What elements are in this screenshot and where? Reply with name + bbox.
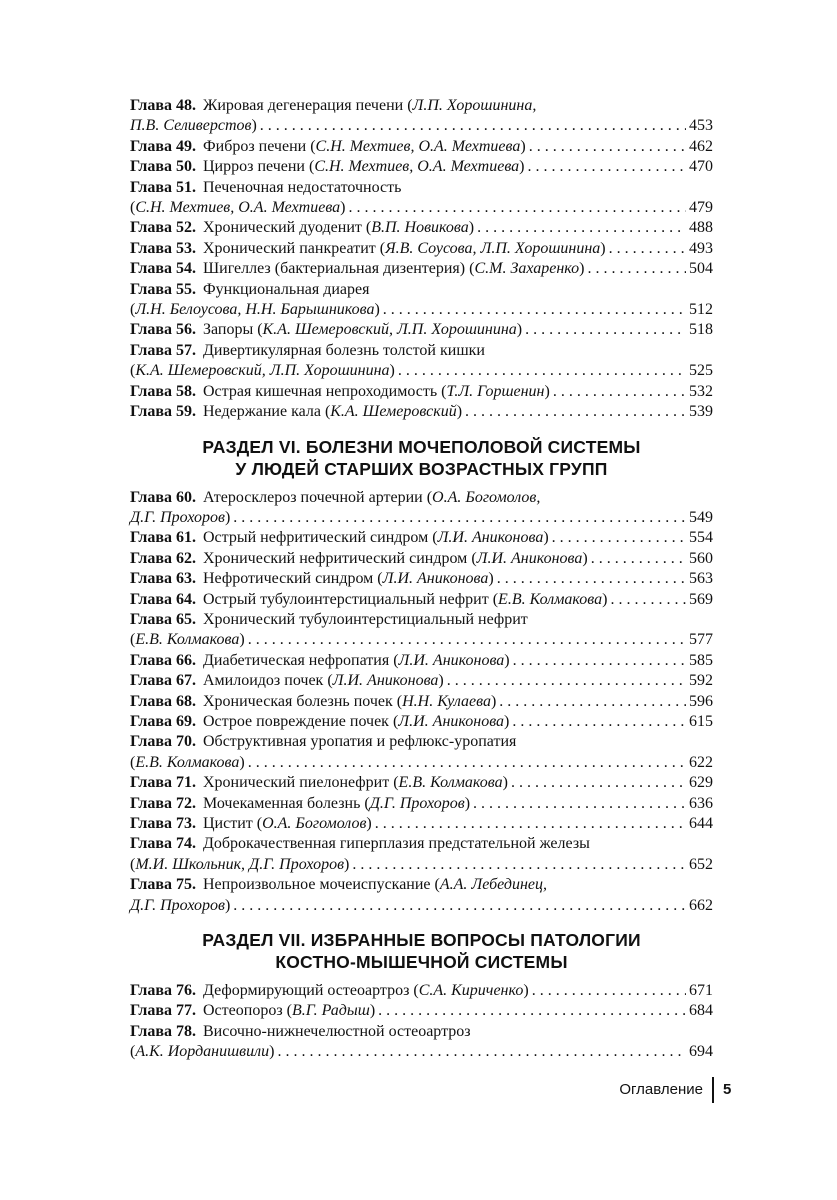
section-heading — [130, 436, 713, 480]
chapter-authors-text: С.Н. Мехтиев, О.А. Мехтиева — [315, 137, 521, 155]
chapter-title: Непроизвольное мочеиспускание — [203, 876, 431, 894]
toc-entry — [130, 157, 713, 177]
section-heading-line: РАЗДЕЛ VI. БОЛЕЗНИ МОЧЕПОЛОВОЙ СИСТЕМЫ — [202, 436, 641, 457]
dot-leader — [512, 712, 686, 732]
toc-entry-line — [130, 361, 713, 381]
toc-entry — [130, 259, 713, 279]
section-heading-line: КОСТНО-МЫШЕЧНОЙ СИСТЕМЫ — [275, 952, 568, 973]
toc-entry-line — [130, 137, 713, 157]
toc-entry-line — [130, 590, 713, 610]
chapter-title: Функциональная диарея — [203, 280, 370, 298]
chapter-page: 592 — [689, 672, 713, 690]
chapter-number: Глава 53. — [130, 239, 196, 257]
chapter-authors: (С.Н. Мехтиев, О.А. Мехтиева) — [310, 137, 526, 155]
chapter-authors-text: С.А. Кириченко — [418, 982, 524, 1000]
chapter-authors: (В.П. Новикова) — [365, 219, 475, 237]
toc-entry — [130, 732, 713, 773]
toc-entry-line — [130, 259, 713, 279]
table-of-contents — [130, 96, 713, 1063]
chapter-title: Острое повреждение почек — [203, 712, 389, 730]
toc-entry — [130, 96, 713, 137]
chapter-authors-text: М.И. Школьник, Д.Г. Прохоров — [135, 855, 345, 873]
toc-entry-line — [130, 834, 713, 854]
chapter-authors: (К.А. Шемеровский, Л.П. Хорошинина) — [257, 321, 523, 339]
dot-leader — [447, 671, 686, 691]
toc-entry-line — [130, 712, 713, 732]
chapter-page: 525 — [689, 362, 713, 380]
chapter-title: Остеопороз — [203, 1002, 283, 1020]
chapter-number: Глава 71. — [130, 774, 196, 792]
chapter-title: Мочекаменная болезнь — [203, 794, 361, 812]
chapter-number: Глава 69. — [130, 712, 196, 730]
dot-leader — [349, 198, 687, 218]
chapter-number: Глава 78. — [130, 1022, 196, 1040]
chapter-authors: (Я.В. Соусова, Л.П. Хорошинина) — [379, 239, 606, 257]
chapter-authors-text: Л.И. Аниконова — [398, 712, 505, 730]
chapter-page: 488 — [689, 219, 713, 237]
chapter-page: 577 — [689, 631, 713, 649]
chapter-number: Глава 50. — [130, 158, 196, 176]
dot-leader — [497, 569, 686, 589]
chapter-authors: (Е.В. Колмакова) — [393, 774, 508, 792]
chapter-authors: (Л.И. Аниконова) — [327, 672, 444, 690]
toc-entry-line — [130, 320, 713, 340]
toc-entry-line — [130, 280, 713, 300]
chapter-authors: (Л.Н. Белоусова, Н.Н. Барышникова) — [130, 301, 380, 319]
toc-entry-line — [130, 528, 713, 548]
chapter-authors-text: В.Г. Радыш — [291, 1002, 370, 1020]
chapter-title: Острый тубулоинтерстициальный нефрит — [203, 590, 489, 608]
chapter-number: Глава 72. — [130, 794, 196, 812]
chapter-number: Глава 76. — [130, 982, 196, 1000]
toc-entry-line — [130, 341, 713, 361]
toc-entry-line — [130, 382, 713, 402]
toc-entry-line — [130, 981, 713, 1001]
dot-leader — [398, 361, 686, 381]
toc-entry-line: Глава 75. Непроизвольное мочеиспускание ( А.А. Лебединец, — [130, 875, 713, 895]
dot-leader — [473, 794, 686, 814]
chapter-title: Хронический панкреатит — [203, 239, 376, 257]
dot-leader — [511, 773, 686, 793]
toc-entry — [130, 137, 713, 157]
chapter-authors: (С.А. Кириченко) — [413, 982, 529, 1000]
chapter-page: 615 — [689, 712, 713, 730]
toc-entry-line — [130, 692, 713, 712]
chapter-number: Глава 77. — [130, 1002, 196, 1020]
chapter-number: Глава 54. — [130, 260, 196, 278]
chapter-title: Жировая дегенерация печени — [203, 97, 404, 114]
chapter-page: 644 — [689, 815, 713, 832]
toc-entry — [130, 1022, 713, 1063]
chapter-number: Глава 64. — [130, 590, 196, 608]
chapter-page: 636 — [689, 794, 713, 812]
toc-entry-line — [130, 1001, 713, 1021]
chapter-authors-text: Л.И. Аниконова — [398, 651, 505, 669]
dot-leader — [552, 528, 686, 548]
chapter-authors-text: К.А. Шемеровский, Л.П. Хорошинина — [262, 321, 517, 339]
chapter-authors: (С.М. Захаренко) — [469, 260, 585, 278]
toc-entry-line: П.В. Селиверстов ) . . . 453 — [130, 116, 713, 136]
dot-leader — [352, 855, 686, 875]
toc-entry — [130, 239, 713, 259]
chapter-title: Хронический нефритический синдром — [203, 549, 468, 567]
footer-label: Оглавление — [619, 1081, 703, 1098]
dot-leader — [610, 590, 686, 610]
chapter-title: Шигеллез (бактериальная дизентерия) — [203, 260, 466, 278]
chapter-number: Глава 74. — [130, 835, 196, 853]
chapter-authors-text: К.А. Шемеровский — [330, 403, 457, 421]
toc-entry-line — [130, 753, 713, 773]
chapter-authors-text: Е.В. Колмакова — [135, 753, 240, 771]
chapter-title: Деформирующий остеоартроз — [203, 982, 410, 1000]
dot-leader — [260, 116, 686, 136]
toc-entry-line — [130, 198, 713, 218]
footer-divider — [712, 1077, 714, 1103]
chapter-page: 554 — [689, 529, 713, 547]
chapter-number: Глава 68. — [130, 692, 196, 710]
chapter-title: Обструктивная уропатия и рефлюкс-уропатия — [203, 733, 517, 751]
toc-entry — [130, 814, 713, 834]
chapter-authors-text: Е.В. Колмакова — [498, 590, 603, 608]
toc-entry — [130, 528, 713, 548]
toc-entry — [130, 178, 713, 219]
section-heading — [130, 929, 713, 973]
chapter-authors-text: Л.И. Аниконова — [332, 672, 439, 690]
toc-entry-line: Д.Г. Прохоров ) . . . 549 — [130, 508, 713, 528]
toc-entry-line — [130, 178, 713, 198]
dot-leader — [383, 300, 686, 320]
chapter-title: Амилоидоз почек — [203, 672, 324, 690]
chapter-number: Глава 62. — [130, 549, 196, 567]
chapter-authors: (К.А. Шемеровский) — [324, 403, 463, 421]
toc-entry — [130, 590, 713, 610]
chapter-page: 652 — [689, 855, 713, 873]
toc-entry — [130, 402, 713, 422]
chapter-title: Хронический тубулоинтерстициальный нефрит — [203, 610, 528, 628]
dot-leader — [233, 508, 686, 528]
chapter-page: 629 — [689, 774, 713, 792]
dot-leader — [513, 651, 686, 671]
chapter-authors-text: Е.В. Колмакова — [135, 631, 240, 649]
chapter-authors-text: Н.Н. Кулаева — [402, 692, 491, 710]
toc-entry-line: Глава 60. Атеросклероз почечной артерии ( О.А. Богомолов, — [130, 488, 713, 508]
toc-entry — [130, 712, 713, 732]
dot-leader — [477, 218, 686, 238]
chapter-page: 662 — [689, 896, 713, 914]
toc-entry — [130, 218, 713, 238]
dot-leader — [375, 814, 686, 834]
chapter-title: Недержание кала — [203, 403, 321, 421]
chapter-authors-text: Я.В. Соусова, Л.П. Хорошинина — [385, 239, 601, 257]
chapter-authors-text: О.А. Богомолов, — [432, 488, 541, 506]
chapter-number: Глава 52. — [130, 219, 196, 237]
dot-leader — [529, 137, 686, 157]
chapter-title: Диабетическая нефропатия — [203, 651, 390, 669]
chapter-page: 532 — [689, 382, 713, 400]
toc-entry-line — [130, 610, 713, 630]
toc-entry-line — [130, 218, 713, 238]
chapter-page: 563 — [689, 570, 713, 588]
toc-entry — [130, 834, 713, 875]
chapter-page: 462 — [689, 137, 713, 155]
chapter-authors-text: С.М. Захаренко — [474, 260, 580, 278]
toc-entry-line — [130, 239, 713, 259]
toc-entry — [130, 692, 713, 712]
chapter-page: 549 — [689, 508, 713, 526]
chapter-authors-text: А.А. Лебединец, — [439, 876, 548, 894]
chapter-number: Глава 60. — [130, 488, 196, 506]
chapter-authors: (Л.И. Аниконова) — [392, 712, 510, 730]
toc-entry-line — [130, 1022, 713, 1042]
toc-entry-line — [130, 630, 713, 650]
dot-leader — [591, 549, 686, 569]
chapter-title: Запоры — [203, 321, 254, 339]
chapter-number: Глава 55. — [130, 280, 196, 298]
chapter-authors: (Л.И. Аниконова) — [393, 651, 510, 669]
chapter-number: Глава 65. — [130, 610, 196, 628]
chapter-title: Острая кишечная непроходимость — [203, 382, 438, 400]
chapter-authors: (Д.Г. Прохоров) — [364, 794, 471, 812]
chapter-title: Острый нефритический синдром — [203, 529, 429, 547]
dot-leader — [553, 382, 686, 402]
toc-entry-line — [130, 814, 713, 834]
toc-entry-line — [130, 651, 713, 671]
chapter-number: Глава 49. — [130, 137, 196, 155]
chapter-number: Глава 63. — [130, 570, 196, 588]
chapter-authors-text: А.К. Иорданишвили — [135, 1043, 270, 1061]
chapter-number: Глава 57. — [130, 341, 196, 359]
toc-entry-line — [130, 732, 713, 752]
toc-entry-line — [130, 300, 713, 320]
chapter-authors: (Л.И. Аниконова) — [432, 529, 549, 547]
chapter-page: 622 — [689, 753, 713, 771]
chapter-title: Нефротический синдром — [203, 570, 374, 588]
chapter-authors: (Е.В. Колмакова) — [130, 631, 245, 649]
chapter-authors-text: Л.И. Аниконова — [382, 570, 489, 588]
chapter-authors: (К.А. Шемеровский, Л.П. Хорошинина) — [130, 362, 395, 380]
toc-entry — [130, 1001, 713, 1021]
chapter-title: Хронический дуоденит — [203, 219, 362, 237]
chapter-authors-text: С.Н. Мехтиев, О.А. Мехтиева — [135, 199, 341, 217]
toc-entry-line — [130, 549, 713, 569]
dot-leader — [378, 1001, 686, 1021]
chapter-number: Глава 70. — [130, 733, 196, 751]
toc-entry — [130, 773, 713, 793]
chapter-number: Глава 56. — [130, 321, 196, 339]
toc-entry-line — [130, 402, 713, 422]
chapter-number: Глава 51. — [130, 178, 196, 196]
toc-entry-line — [130, 773, 713, 793]
chapter-page: 493 — [689, 239, 713, 257]
chapter-authors-text: С.Н. Мехтиев, О.А. Мехтиева — [314, 158, 520, 176]
chapter-title: Печеночная недостаточность — [203, 178, 402, 196]
chapter-number: Глава 48. — [130, 97, 196, 114]
toc-entry-line — [130, 671, 713, 691]
chapter-authors-text: П.В. Селиверстов — [130, 117, 252, 135]
toc-entry-line — [130, 157, 713, 177]
page-footer — [0, 1077, 837, 1103]
toc-entry — [130, 651, 713, 671]
dot-leader — [277, 1042, 686, 1062]
chapter-authors: (В.Г. Радыш) — [286, 1002, 376, 1020]
chapter-title: Фиброз печени — [203, 137, 307, 155]
toc-entry-line — [130, 569, 713, 589]
chapter-page: 585 — [689, 651, 713, 669]
chapter-page: 470 — [689, 158, 713, 176]
chapter-authors-text: Д.Г. Прохоров — [369, 794, 465, 812]
toc-entry — [130, 320, 713, 340]
toc-entry-line — [130, 794, 713, 814]
chapter-authors-text: Л.И. Аниконова — [476, 549, 583, 567]
dot-leader — [527, 157, 686, 177]
chapter-page: 560 — [689, 549, 713, 567]
chapter-authors-text: Е.В. Колмакова — [398, 774, 503, 792]
toc-entry — [130, 875, 713, 916]
chapter-title: Атеросклероз почечной артерии — [203, 488, 423, 506]
dot-leader — [609, 239, 686, 259]
toc-entry-line — [130, 855, 713, 875]
dot-leader — [588, 259, 687, 279]
toc-entry — [130, 981, 713, 1001]
chapter-number: Глава 75. — [130, 876, 196, 894]
page-number: 5 — [723, 1081, 732, 1098]
chapter-page: 684 — [689, 1002, 713, 1020]
chapter-title: Цирроз печени — [203, 158, 305, 176]
chapter-page: 479 — [689, 199, 713, 217]
chapter-number: Глава 67. — [130, 672, 196, 690]
chapter-title: Височно-нижнечелюстной остеоартроз — [203, 1022, 471, 1040]
chapter-authors: (О.А. Богомолов) — [256, 815, 372, 832]
chapter-authors-text: Л.Н. Белоусова, Н.Н. Барышникова — [135, 301, 375, 319]
chapter-title: Дивертикулярная болезнь толстой кишки — [203, 341, 485, 359]
chapter-page: 694 — [689, 1043, 713, 1061]
dot-leader — [499, 692, 686, 712]
chapter-page: 596 — [689, 692, 713, 710]
chapter-authors: (С.Н. Мехтиев, О.А. Мехтиева) — [308, 158, 525, 176]
chapter-authors: (Т.Л. Горшенин) — [441, 382, 550, 400]
chapter-authors: (Е.В. Колмакова) — [130, 753, 245, 771]
toc-entry — [130, 794, 713, 814]
toc-entry — [130, 382, 713, 402]
chapter-authors-text: Л.П. Хорошинина, — [412, 97, 537, 114]
chapter-title: Доброкачественная гиперплазия предстательной железы — [203, 835, 590, 853]
chapter-number: Глава 61. — [130, 529, 196, 547]
chapter-authors: (Е.В. Колмакова) — [492, 590, 608, 608]
chapter-number: Глава 73. — [130, 815, 196, 832]
dot-leader — [233, 896, 686, 916]
chapter-authors: (А.К. Иорданишвили) — [130, 1043, 275, 1061]
toc-entry — [130, 671, 713, 691]
chapter-authors: (С.Н. Мехтиев, О.А. Мехтиева) — [130, 199, 346, 217]
dot-leader — [465, 402, 686, 422]
toc-entry — [130, 280, 713, 321]
chapter-title: Цистит — [203, 815, 253, 832]
toc-entry-line: Д.Г. Прохоров ) . . . 662 — [130, 896, 713, 916]
chapter-page: 569 — [689, 590, 713, 608]
chapter-authors-text: К.А. Шемеровский, Л.П. Хорошинина — [135, 362, 390, 380]
dot-leader — [248, 630, 686, 650]
toc-entry-line — [130, 1042, 713, 1062]
dot-leader — [248, 753, 686, 773]
dot-leader — [532, 981, 686, 1001]
toc-entry — [130, 549, 713, 569]
dot-leader — [525, 320, 686, 340]
section-heading-line: У ЛЮДЕЙ СТАРШИХ ВОЗРАСТНЫХ ГРУПП — [235, 458, 608, 479]
chapter-page: 512 — [689, 301, 713, 319]
chapter-authors-text: Д.Г. Прохоров — [130, 508, 225, 526]
chapter-authors-text: Д.Г. Прохоров — [130, 896, 225, 914]
chapter-authors: (Л.И. Аниконова) — [471, 549, 588, 567]
chapter-authors-text: В.П. Новикова — [371, 219, 469, 237]
chapter-authors-text: Т.Л. Горшенин — [446, 382, 545, 400]
chapter-title: Хронический пиелонефрит — [203, 774, 390, 792]
chapter-authors: (Л.И. Аниконова) — [377, 570, 494, 588]
toc-entry-line: Глава 48. Жировая дегенерация печени ( Л.П. Хорошинина, — [130, 96, 713, 116]
chapter-page: 453 — [689, 117, 713, 135]
toc-entry — [130, 610, 713, 651]
section-heading-line: РАЗДЕЛ VII. ИЗБРАННЫЕ ВОПРОСЫ ПАТОЛОГИИ — [202, 930, 641, 951]
chapter-number: Глава 59. — [130, 403, 196, 421]
chapter-page: 671 — [689, 982, 713, 1000]
chapter-authors-text: О.А. Богомолов — [262, 815, 367, 832]
chapter-page: 539 — [689, 403, 713, 421]
toc-entry — [130, 569, 713, 589]
chapter-authors: (М.И. Школьник, Д.Г. Прохоров) — [130, 855, 350, 873]
chapter-number: Глава 66. — [130, 651, 196, 669]
chapter-page: 504 — [689, 260, 713, 278]
chapter-title: Хроническая болезнь почек — [203, 692, 393, 710]
toc-entry — [130, 341, 713, 382]
chapter-authors-text: Л.И. Аниконова — [437, 529, 544, 547]
chapter-page: 518 — [689, 321, 713, 339]
toc-entry — [130, 488, 713, 529]
chapter-authors: (Н.Н. Кулаева) — [396, 692, 497, 710]
chapter-number: Глава 58. — [130, 382, 196, 400]
